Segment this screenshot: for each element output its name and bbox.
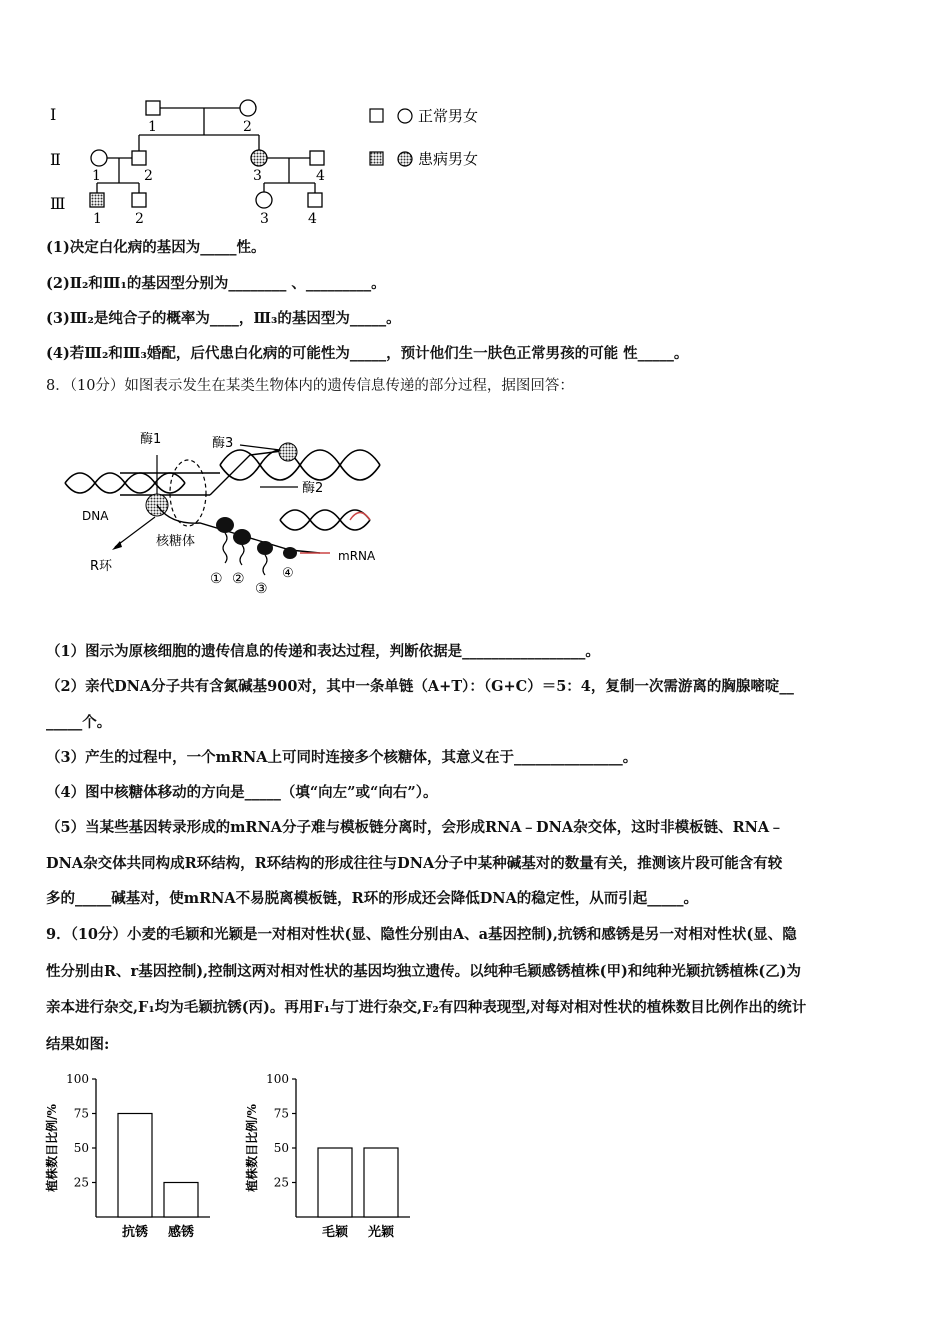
label-chain-3: ③ [255,581,268,597]
svg-text:2: 2 [144,168,153,184]
label-chain-2: ② [232,571,245,587]
q8-sub1: （1）图示为原核细胞的遗传信息的传递和表达过程，判断依据是_________________。 [46,643,600,660]
bar-感锈 [164,1183,198,1218]
y-tick-label: 75 [273,1106,289,1121]
label-ribosome: 核糖体 [156,534,196,549]
q8-stem: 8．（10分）如图表示发生在某类生物体内的遗传信息传递的部分过程，据图回答： [46,378,574,394]
bar-抗锈 [118,1114,152,1218]
svg-text:4: 4 [308,211,317,227]
y-tick-label: 75 [73,1106,89,1121]
q7-part1: (1)决定白化病的基因为_____性。 [46,239,266,256]
g3-male-2 [132,193,146,207]
label-enzyme2: 酶2 [302,481,324,496]
y-tick-label: 50 [73,1141,89,1155]
label-rloop: R环 [90,559,113,574]
legend-affected-label: 患病男女 [418,150,479,168]
bar-毛颖 [318,1148,352,1217]
legend-affected-female [398,152,412,166]
pedigree-diagram [40,95,520,235]
g2-female-3-affected [251,150,267,166]
svg-text:4: 4 [316,168,325,184]
svg-text:2: 2 [135,211,144,227]
q7-part3: (3)Ⅲ₂是纯合子的概率为____，Ⅲ₃的基因型为_____。 [46,310,401,327]
q7-part4: (4)若Ⅲ₂和Ⅲ₃婚配，后代患白化病的可能性为_____，预计他们生一肤色正常男孩的可能 性_____。 [46,345,689,362]
legend-normal-male [370,109,383,122]
bar-光颖 [364,1148,398,1217]
svg-text:3: 3 [253,168,262,184]
g1-male-1 [146,101,160,115]
g1-female-2 [240,100,256,116]
category-label: 感锈 [167,1225,195,1240]
q8-sub5-c: 多的_____碱基对，使mRNA不易脱离模板链，R环的形成还会降低DNA的稳定性，从而引起_____。 [46,890,699,907]
label-enzyme1: 酶1 [140,432,162,447]
q8-sub2-a: （2）亲代DNA分子共有含氮碱基900对，其中一条单链（A+T）：（G+C）＝5：4，复制一次需游离的胸腺嘧啶__ [46,678,794,695]
y-tick-label: 25 [73,1175,89,1190]
legend-normal-female [398,109,412,123]
y-tick-label: 50 [273,1141,289,1155]
g2-male-2 [132,151,146,165]
svg-text:1: 1 [148,119,157,135]
q8-sub4: （4）图中核糖体移动的方向是_____（填“向左”或“向右”）。 [46,784,438,801]
category-label: 毛颖 [321,1225,349,1240]
q8-sub5-b: DNA杂交体共同构成R环结构，R环结构的形成往往与DNA分子中某种碱基对的数量有关，推测该片段可能含有较 [46,855,783,872]
legend-normal-label: 正常男女 [418,107,479,125]
g2-female-1 [91,150,107,166]
q9-line2: 性分别由R、r基因控制),控制这两对相对性状的基因均独立遗传。以纯种毛颖感锈植株(甲)和纯种光颖抗锈植株(乙)为 [46,963,802,980]
y-tick-label: 100 [66,1072,89,1086]
y-tick-label: 100 [266,1072,289,1086]
q8-sub5-a: （5）当某些基因转录形成的mRNA分子难与模板链分离时，会形成RNA﹣DNA杂交体，这时非模板链、RNA﹣ [46,819,784,836]
gen-label-3: Ⅲ [50,194,66,213]
q8-sub2-b: _____个。 [46,714,112,731]
category-label: 抗锈 [121,1225,149,1240]
svg-text:2: 2 [243,119,252,135]
y-axis-label: 植株数目比例/% [45,1104,59,1192]
transcription-translation-figure [60,425,400,605]
q9-line1: 9．（10分）小麦的毛颖和光颖是一对相对性状(显、隐性分别由A、a基因控制),抗锈和感锈是另一对相对性状(显、隐 [46,926,797,943]
q9-line4: 结果如图: [46,1036,110,1053]
q9-line3: 亲本进行杂交,F₁均为毛颖抗锈(丙)。再用F₁与丁进行杂交,F₂有四种表现型,对每对相对性状的植株数目比例作出的统计 [46,999,807,1016]
g3-female-3 [256,192,272,208]
svg-text:1: 1 [93,211,102,227]
svg-text:3: 3 [260,211,269,227]
category-label: 光颖 [367,1225,395,1240]
q8-sub3: （3）产生的过程中，一个mRNA上可同时连接多个核糖体，其意义在于_______________。 [46,749,638,766]
y-axis-label: 植株数目比例/% [245,1104,259,1192]
label-mrna: mRNA [338,549,376,563]
legend-affected-male [370,152,383,165]
bar-chart-rust-resistance [40,1065,240,1250]
label-dna: DNA [82,509,109,523]
g2-male-4 [310,151,324,165]
g3-male-4 [308,193,322,207]
label-enzyme3: 酶3 [212,436,234,451]
label-chain-4: ④ [282,566,294,581]
label-chain-1: ① [210,571,223,587]
g3-male-1-affected [90,193,104,207]
svg-text:1: 1 [92,168,101,184]
y-tick-label: 25 [273,1175,289,1190]
q7-part2: (2)Ⅱ₂和Ⅲ₁的基因型分别为________ 、_________。 [46,275,386,292]
gen-label-1: Ⅰ [50,105,57,124]
bar-chart-glume-hair [240,1065,440,1250]
gen-label-2: Ⅱ [50,150,61,169]
